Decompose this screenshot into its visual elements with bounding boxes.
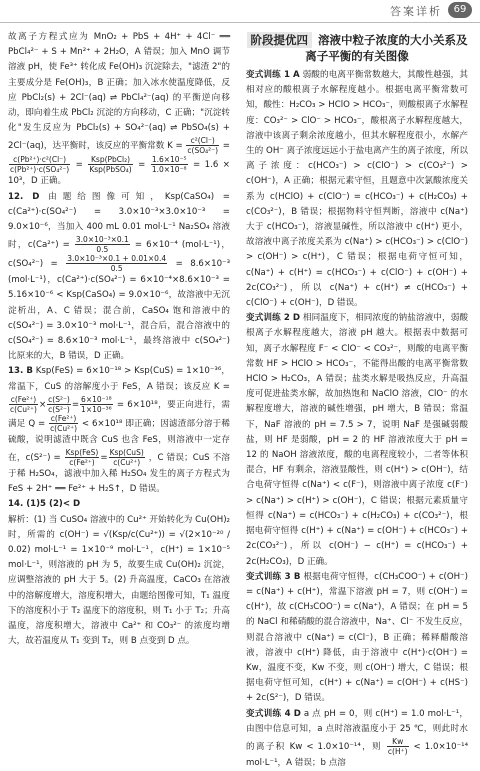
paragraph: 12. D 由题给图像可知，Ksp(CaSO₄) = c(Ca²⁺)·c(SO₄²⁻) = 3.0×10⁻³×3.0×10⁻³ = 9.0×10⁻⁶，当加入 400 mL 0.01 mol·L⁻¹ Na₂SO₄ 溶液时，c(Ca²⁺) = $\frac{\text{3.0×10⁻³×0.1}}{0.5}$ = 6×10⁻⁴ (mol·L⁻¹)，c(SO₄²⁻) = $\frac{\text{3.0×10⁻³×0.1 + 0.01×0.4}}{0.5}$ = 8.6×10⁻³ (mol·L⁻¹)，c(Ca²⁺)·c(SO₄²⁻) = 6×10⁻⁴×8.6×10⁻³ = 5.16×10⁻⁶ < Ksp(CaSO₄) = 9.0×10⁻⁶，故溶液中无沉淀析出，A、C 错误；混合前，CaSO₄ 饱和溶液中的 c(SO₄²⁻) = 3.0×10⁻³ mol·L⁻¹，混合后，混合溶液中的 c(SO₄²⁻) = 8.6×10⁻³ mol·L⁻¹，最终溶液中 c(SO₄²⁻) 比原来的大，B 错误，D 正确。 — [8, 191, 231, 362]
fraction: $\frac{\text{c(S²⁻)}}{\text{c(S²⁻)}}$ — [48, 394, 70, 414]
fraction: $\frac{\text{1.6×10⁻⁵}}{\text{1.0×10⁻⁸}}$ — [151, 155, 187, 175]
exercise-title: 变式训练 4 D — [246, 708, 301, 719]
header-label: 答案详析 — [390, 5, 442, 18]
fraction: $\frac{\text{c(Pb²⁺)·c²(Cl⁻)}}{\text{c(Pb²⁺)·c(SO₄²⁻)}}$ — [10, 155, 70, 175]
question-number: 14. (1)5 (2)< D — [8, 499, 81, 510]
page-number: 69 — [448, 2, 472, 18]
paragraph: 变式训练 3 B 根据电荷守恒得，c(CH₃COO⁻) + c(OH⁻) = c(Na⁺) + c(H⁺)，常温下溶液 pH = 7，则 c(OH⁻) = c(H⁺)，故 c(CH₃COO⁻) = c(Na⁺)，A 错误；在 pH = 5 的 NaCl 和稀硝酸的混合溶液中，Na⁺、Cl⁻ 不发生反应，则混合溶液中 c(Na⁺) = c(Cl⁻)，B 正确；稀释醋酸溶液，溶液中 c(H⁺) 降低，由于溶液中 c(H⁺)·c(OH⁻) = Kw，温度不变，Kw 不变，则 c(OH⁻) 增大，C 错误；根据电荷守恒可知，c(H⁺) + c(Na⁺) = c(OH⁻) + c(HS⁻) + 2c(S²⁻)，D 错误。 — [246, 571, 469, 704]
left-column — [8, 30, 230, 706]
exercise-title: 变式训练 3 B — [246, 571, 301, 582]
fraction: $\frac{\text{Ksp(FeS)}}{\text{c(Fe²⁺)}}$ — [65, 448, 99, 468]
paragraph — [8, 497, 230, 512]
fraction: $\frac{\text{c(Fe²⁺)}}{\text{c(Cu²⁺)}}$ — [50, 413, 77, 433]
paragraph: 变式训练 2 D 相同温度下，相同浓度的钠盐溶液中，弱酸根离子水解程度越大，溶液 pH 越大。根据表中数据可知，离子水解程度 F⁻ < ClO⁻ < CO₃²⁻，则酸的电离平衡常数 HF > HClO > HCO₃⁻，不能得出酸的电离平衡常数 HClO > H₂CO₃，A 错误；盐类水解是吸热反应，升高温度可促进盐类水解，故加热饱和 NaClO 溶液，ClO⁻ 的水解程度增大，溶液的碱性增强，pH 增大，B 错误；常温下，NaF 溶液的 pH = 7.5 > 7，说明 NaF 是强碱弱酸盐，则 HF 是弱酸，pH = 2 的 HF 溶液浓度大于 pH = 12 的 NaOH 溶液浓度，酸的电离程度较小，二者等体积混合，HF 有剩余，溶液显酸性，则 c(H⁺) > c(OH⁻)，结合电荷守恒得 c(Na⁺) < c(F⁻)，则溶液中离子浓度 c(F⁻) > c(Na⁺) > c(H⁺) > c(OH⁻)，C 错误；根据元素质量守恒得 c(Na⁺) = c(HCO₃⁻) + c(H₂CO₃) + c(CO₃²⁻)，根据电荷守恒得 c(H⁺) + c(Na⁺) = c(OH⁻) + c(HCO₃⁻) + 2c(CO₃²⁻)，所以 c(OH⁻) − c(H⁺) = c(HCO₃⁻) + 2c(H₂CO₃)，D 正确。 — [246, 313, 468, 567]
fraction: $\frac{\text{6×10⁻¹⁸}}{\text{1×10⁻³⁶}}$ — [81, 394, 112, 414]
fraction: $\frac{Kw}{c(H^+)}$ — [387, 736, 408, 756]
section-title: 阶段提优四 溶液中粒子浓度的大小关系及离子平衡的有关图像 — [246, 32, 468, 64]
stage-tag: 阶段提优四 — [247, 32, 313, 48]
question-number: 12. D — [8, 191, 40, 202]
fraction: $\frac{\text{Ksp(PbCl₂)}}{\text{Ksp(PbSO₄)}}$ — [89, 155, 132, 175]
right-column — [246, 30, 469, 768]
fraction: $\frac{\text{3.0×10⁻³×0.1}}{0.5}$ — [75, 235, 129, 255]
fraction: $\frac{\text{c²(Cl⁻)}}{\text{c(SO₄²⁻)}}$ — [187, 136, 219, 156]
paragraph: 变式训练 1 A 弱酸的电离平衡常数越大，其酸性越强，其相对应的酸根离子水解程度越小。根据电离平衡常数可知，酸性：H₂CO₃ > HClO > HCO₃⁻，则酸根离子水解程度：CO₃²⁻ > ClO⁻ > HCO₃⁻，酸根离子水解程度越大，溶液中该离子剩余浓度越小，但其水解程度很小，水解产生的 OH⁻ 离子浓度远远小于盐电离产生的离子浓度，所以离子浓度：c(HCO₃⁻) > c(ClO⁻) > c(CO₃²⁻) > c(OH⁻)，A 正确；根据元素守恒，且题意中次氯酸浓度关系为 c(HClO) + c(ClO⁻) = c(HCO₃⁻) + c(H₂CO₃) + c(CO₃²⁻)，B 错误；根据物料守恒判断，溶液中 c(Na⁺) 大于 c(HCO₃⁻)，溶液显碱性，所以溶液中 c(H⁺) 更小，故溶液中离子浓度关系为 c(Na⁺) > c(HCO₃⁻) > c(ClO⁻) > c(OH⁻) > c(H⁺)，C 错误；根据电荷守恒可知，c(Na⁺) + c(H⁺) = c(HCO₃⁻) + c(ClO⁻) + c(OH⁻) + 2c(CO₃²⁻)，所以 c(Na⁺) + c(H⁺) ≠ c(HCO₃⁻) + c(ClO⁻) + c(OH⁻)，D 错误。 — [246, 70, 468, 309]
paragraph: 13. B Ksp(FeS) = 6×10⁻¹⁸ > Ksp(CuS) = 1×10⁻³⁶，常温下，CuS 的溶解度小于 FeS，A 错误；该反应 K = $\frac{\text{c(Fe²⁺)}}{\text{c(Cu²⁺)}}$ × $\frac{\text{c(S²⁻)}}{\text{c(S²⁻)}}$ = $\frac{\text{6×10⁻¹⁸}}{\text{1×10⁻³⁶}}$ = 6×10¹⁸，要正向进行，需满足 Q = $\frac{\text{c(Fe²⁺)}}{\text{c(Cu²⁺)}}$ < 6×10¹⁸ 即正确；因滤渣部分溶于稀硫酸，说明滤渣中既含 CuS 也含 FeS，则溶液中一定存在，c(S²⁻) = $\frac{\text{Ksp(FeS)}}{\text{c(Fe²⁺)}}$ = $\frac{\text{Ksp(CuS)}}{\text{c(Cu²⁺)}}$ ，C 错误；CuS 不溶于稀 H₂SO₄，滤液中加入稀 H₂SO₄ 发生的离子方程式为 FeS + 2H⁺ ══ Fe²⁺ + H₂S↑，D 错误。 — [8, 366, 231, 495]
page-header — [0, 0, 480, 23]
fraction: $\frac{\text{Ksp(CuS)}}{\text{c(Cu²⁺)}}$ — [109, 448, 144, 468]
paragraph: 故离子方程式应为 MnO₂ + PbS + 4H⁺ + 4Cl⁻ ══ PbCl₄²⁻ + S + Mn²⁺ + 2H₂O，A 错误；加入 MnO 调节溶液 pH，使 Fe³⁺ 转化成 Fe(OH)₃ 沉淀除去，"滤渣 2"的主要成分是 Fe(OH)₃，B 正确；加入冰水使温度降低，反应 PbCl₂(s) + 2Cl⁻(aq) ⇌ PbCl₄²⁻(aq) 的平衡逆向移动，即向着生成 PbCl₂ 沉淀的方向移动，C 正确；"沉淀转化"发生反应为 PbCl₂(s) + SO₄²⁻(aq) ⇌ PbSO₄(s) + 2Cl⁻(aq)，达平衡时，该反应的平衡常数 K = $\frac{\text{c²(Cl⁻)}}{\text{c(SO₄²⁻)}}$ = $\frac{\text{c(Pb²⁺)·c²(Cl⁻)}}{\text{c(Pb²⁺)·c(SO₄²⁻)}}$ = $\frac{\text{Ksp(PbCl₂)}}{\text{Ksp(PbSO₄)}}$ = $\frac{\text{1.6×10⁻⁵}}{\text{1.0×10⁻⁸}}$ = 1.6 × 10³，D 正确。 — [8, 32, 230, 187]
paragraph: 变式训练 4 D a 点 pH = 0，则 c(H⁺) = 1.0 mol·L⁻¹，由图中信息可知，a 点时溶液温度小于 25 ℃，则此时水的离子积 Kw < 1.0×10⁻¹⁴，则 $\frac{Kw}{c(H^+)}$ < 1.0×10⁻¹⁴ mol·L⁻¹，A 错误；b 点溶 — [246, 708, 469, 768]
fraction: $\frac{\text{c(Fe²⁺)}}{\text{c(Cu²⁺)}}$ — [10, 394, 37, 414]
paragraph: 解析：(1) 当 CuSO₄ 溶液中的 Cu²⁺ 开始转化为 Cu(OH)₂ 时，所需的 c(OH⁻) = √(Ksp/c(Cu²⁺)) = √(2×10⁻²⁰ / 0.02) mol·L⁻¹ = 1×10⁻⁹ mol·L⁻¹，c(H⁺) = 1×10⁻⁵ mol·L⁻¹，则溶液的 pH 为 5，故要生成 Cu(OH)₂ 沉淀，应调整溶液的 pH 大于 5。(2) 升高温度，CaCO₃ 在溶液中的溶解度增大，溶度积增大，由题给图像可知，T₁ 温度下的溶度积小于 T₂ 温度下的溶度积，则 T₁ 小于 T₂；升高温度，溶度积增大，溶液中 Ca²⁺ 和 CO₃²⁻ 的浓度均增大，故若温度从 T₁ 变到 T₂，则 B 点变到 D 点。 — [8, 514, 230, 647]
exercise-title: 变式训练 2 D — [246, 313, 301, 324]
exercise-title: 变式训练 1 A — [246, 70, 300, 80]
fraction: $\frac{\text{3.0×10⁻³×0.1 + 0.01×0.4}}{0.5}$ — [67, 254, 167, 274]
question-number: 13. B — [8, 366, 33, 377]
